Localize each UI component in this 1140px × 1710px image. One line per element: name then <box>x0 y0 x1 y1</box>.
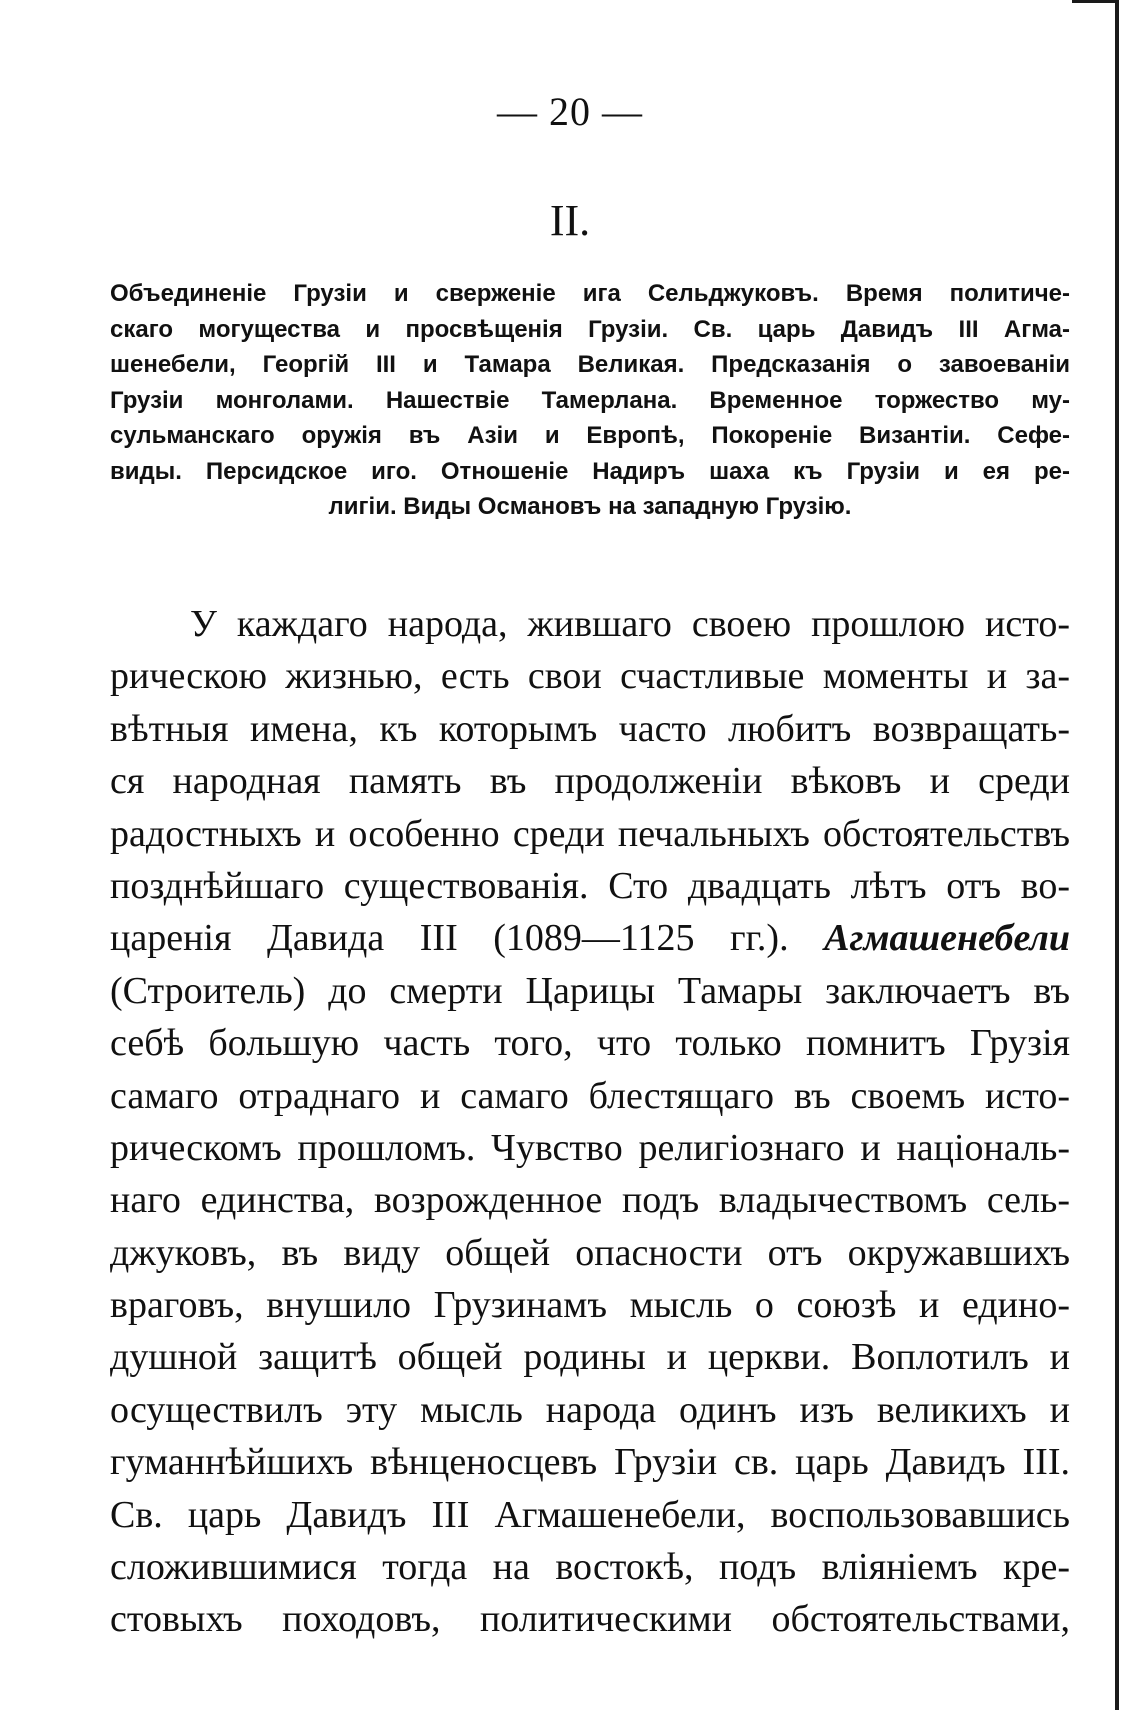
chapter-heading: II. <box>549 196 591 245</box>
body-line: самаго отраднаго и самаго блестящаго въ своемъ исто- <box>110 1074 1070 1117</box>
summary-line: сульманскаго оружія въ Азіи и Европѣ, Покореніе Византіи. Сефе- <box>110 422 1070 449</box>
summary-line: Грузіи монголами. Нашествіе Тамерлана. Временное торжество му- <box>110 386 1070 414</box>
body-line: себѣ большую часть того, что только помнитъ Грузія <box>110 1022 1070 1065</box>
summary-line: шенебели, Георгій III и Тамара Великая. Предсказанія о завоеваніи <box>110 351 1070 378</box>
scan-page-edge <box>1115 0 1119 1710</box>
emphasized-name: Агмашенебели <box>824 917 1071 960</box>
body-line: рическомъ прошломъ. Чувство религіознаго и національ- <box>110 1126 1070 1169</box>
summary-line: скаго могущества и просвѣщенія Грузіи. Св. царь Давидъ III Агма- <box>110 315 1070 343</box>
chapter-summary <box>110 276 1070 525</box>
body-line: джуковъ, въ виду общей опасности отъ окружавшихъ <box>110 1231 1070 1274</box>
page-number: — 20 — <box>497 89 643 134</box>
body-line: ся народная память въ продолженіи вѣковъ и среди <box>110 760 1070 803</box>
body-line: (Строитель) до смерти Царицы Тамары заключаетъ въ <box>110 969 1070 1012</box>
body-line: осуществилъ эту мысль народа одинъ изъ великихъ и <box>110 1388 1070 1431</box>
scan-corner-mark <box>1072 0 1118 3</box>
body-line: рическою жизнью, есть свои счастливые моменты и за- <box>110 655 1070 698</box>
body-line <box>110 912 1070 964</box>
body-line: гуманнѣйшихъ вѣнценосцевъ Грузіи св. царь Давидъ III. <box>110 1441 1070 1484</box>
body-text <box>110 598 1070 1646</box>
body-line: сложившимися тогда на востокѣ, подъ вліяніемъ кре- <box>110 1546 1070 1589</box>
body-line: враговъ, внушило Грузинамъ мысль о союзѣ и едино- <box>110 1284 1070 1327</box>
body-line: Св. царь Давидъ III Агмашенебели, воспользовавшись <box>110 1493 1070 1536</box>
body-line: позднѣйшаго существованія. Сто двадцать лѣтъ отъ во- <box>110 864 1070 907</box>
summary-line: Объединеніе Грузіи и сверженіе ига Сельджуковъ. Время политиче- <box>110 280 1070 307</box>
body-line-text: царенія Давида III (1089—1125 гг.). <box>110 917 789 960</box>
body-line: вѣтныя имена, къ которымъ часто любитъ возвращать- <box>110 707 1070 750</box>
body-line: наго единства, возрожденное подъ владычествомъ сель- <box>110 1179 1070 1222</box>
summary-line: лигіи. Виды Османовъ на западную Грузію. <box>328 493 852 520</box>
summary-line: виды. Персидское иго. Отношеніе Надиръ шаха къ Грузіи и ея ре- <box>110 457 1070 485</box>
body-line: радостныхъ и особенно среди печальныхъ обстоятельствъ <box>110 812 1070 855</box>
body-line: У каждаго народа, жившаго своею прошлою исто- <box>190 603 1070 645</box>
body-line: душной защитѣ общей родины и церкви. Воплотилъ и <box>110 1336 1070 1379</box>
body-line: стовыхъ походовъ, политическими обстоятельствами, <box>110 1598 1070 1641</box>
